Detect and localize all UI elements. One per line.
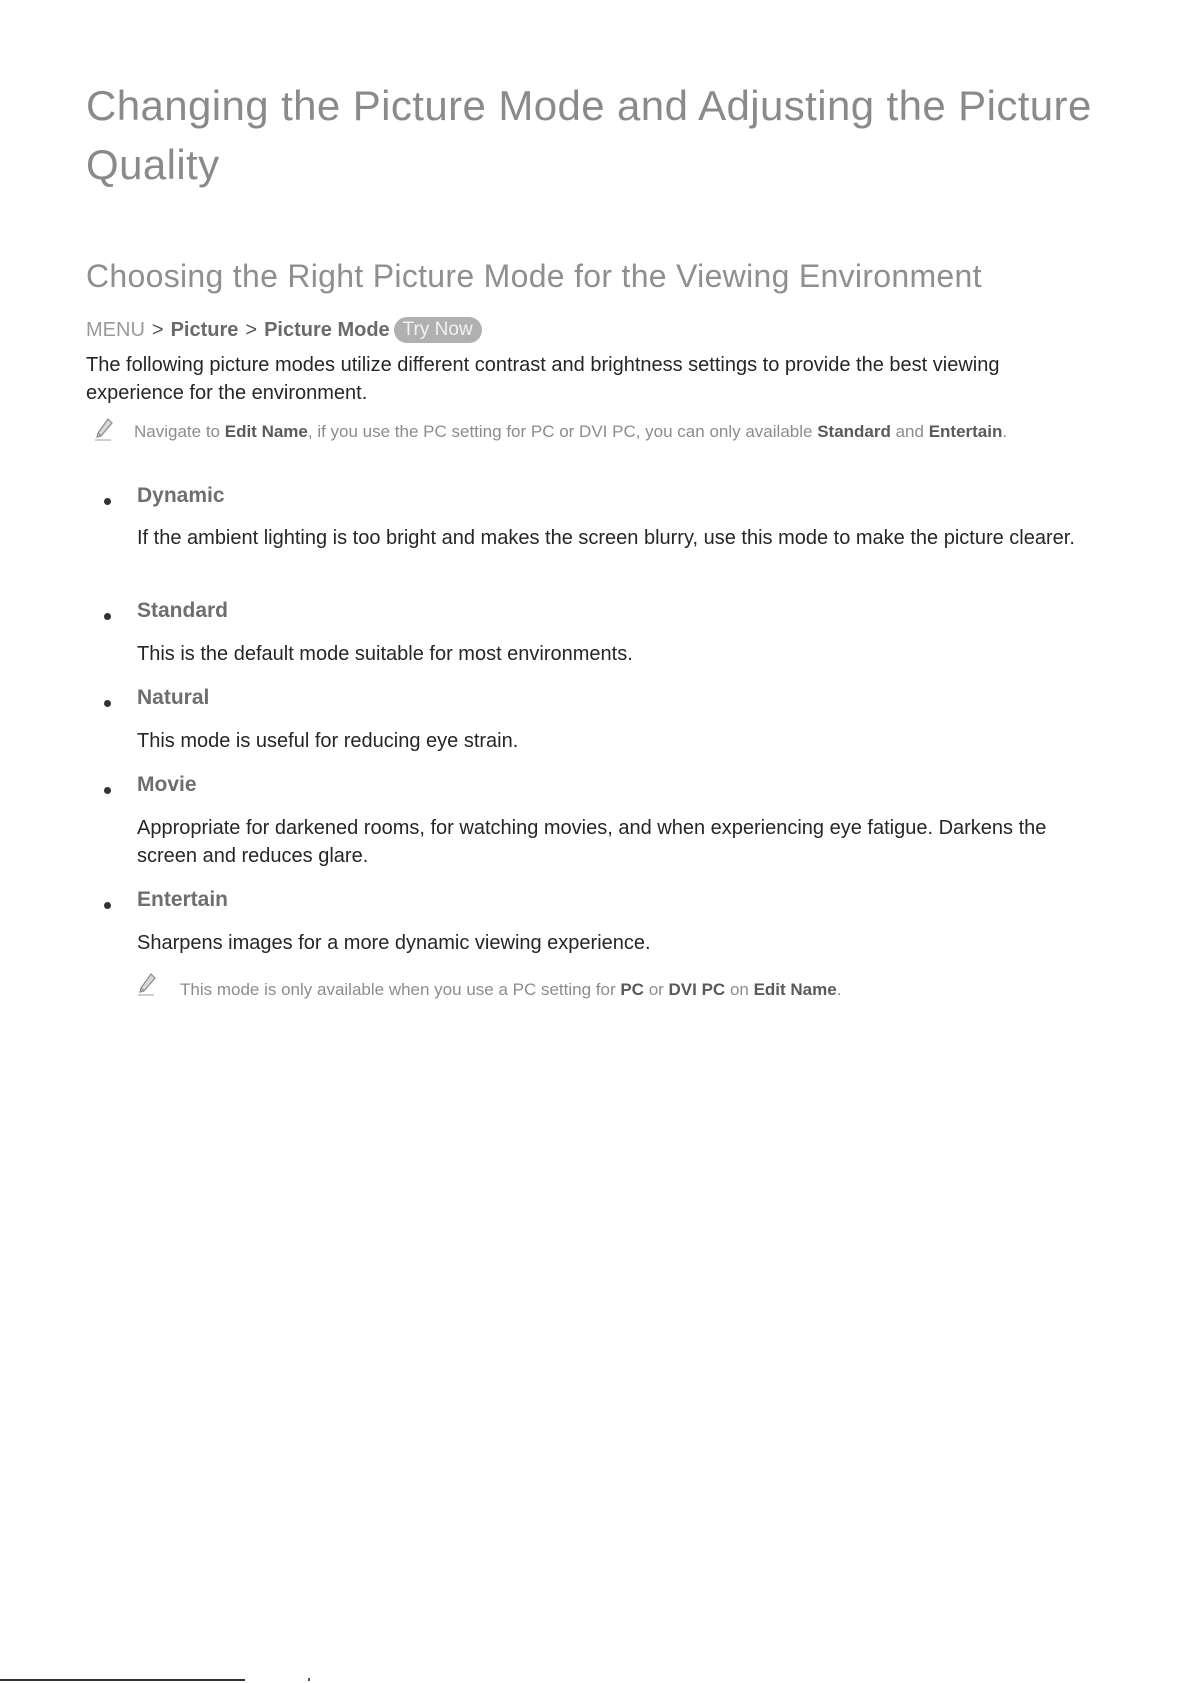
intro-paragraph: The following picture modes utilize different contrast and brightness settings to provide the best viewing experience for the environment.: [86, 354, 1000, 404]
bullet-dot: [104, 902, 111, 909]
try-now-button[interactable]: Try Now: [394, 317, 482, 343]
mode-description-movie: Appropriate for darkened rooms, for watching movies, and when experiencing eye fatigue. Darkens the screen and reduces glare.: [137, 817, 1047, 867]
mode-description-entertain: Sharpens images for a more dynamic viewing experience.: [137, 932, 651, 954]
note-text: or: [643, 980, 669, 999]
note-term-pc: PC: [620, 980, 644, 999]
note-text: and: [890, 422, 929, 441]
note-text: Navigate to: [134, 422, 225, 441]
note-term-edit-name: Edit Name: [224, 422, 308, 441]
note-entertain-availability: [180, 977, 1080, 1003]
footer-rule: [0, 1679, 245, 1681]
pencil-icon: [137, 973, 157, 997]
mode-term-movie: Movie: [137, 773, 197, 796]
note-term-edit-name: Edit Name: [753, 980, 837, 999]
note-pc-setting: [134, 419, 1094, 445]
mode-description-standard: This is the default mode suitable for most environments.: [137, 643, 633, 665]
mode-term-standard: Standard: [137, 599, 229, 622]
menu-root-label: MENU: [86, 319, 145, 341]
pencil-icon: [94, 418, 114, 442]
mode-term-entertain: Entertain: [137, 888, 229, 911]
bullet-dot: [104, 700, 111, 707]
footer-mark: [308, 1678, 310, 1681]
note-term-dvi-pc: DVI PC: [668, 980, 726, 999]
note-term-standard: Standard: [817, 422, 891, 441]
bullet-dot: [104, 787, 111, 794]
mode-term-dynamic: Dynamic: [137, 484, 225, 507]
menu-path-breadcrumb: [86, 316, 482, 344]
mode-description-dynamic: If the ambient lighting is too bright and makes the screen blurry, use this mode to make the picture clearer.: [137, 527, 1075, 549]
note-text: This mode is only available when you use a PC setting for: [180, 980, 621, 999]
note-text: on: [725, 980, 754, 999]
breadcrumb-separator: >: [151, 319, 164, 341]
mode-description-natural: This mode is useful for reducing eye strain.: [137, 730, 519, 752]
note-text: .: [1002, 422, 1008, 441]
breadcrumb-separator: >: [245, 319, 258, 341]
note-text: , if you use the PC setting for PC or DVI PC, you can only available: [307, 422, 818, 441]
section-title: Choosing the Right Picture Mode for the Viewing Environment: [86, 258, 982, 294]
bullet-dot: [104, 498, 111, 505]
page-title: Changing the Picture Mode and Adjusting the Picture Quality: [86, 82, 1092, 188]
bullet-dot: [104, 613, 111, 620]
note-term-entertain: Entertain: [928, 422, 1003, 441]
menu-item-picture-mode: Picture Mode: [264, 319, 390, 341]
mode-term-natural: Natural: [137, 686, 210, 709]
menu-item-picture: Picture: [170, 319, 239, 341]
note-text: .: [836, 980, 842, 999]
